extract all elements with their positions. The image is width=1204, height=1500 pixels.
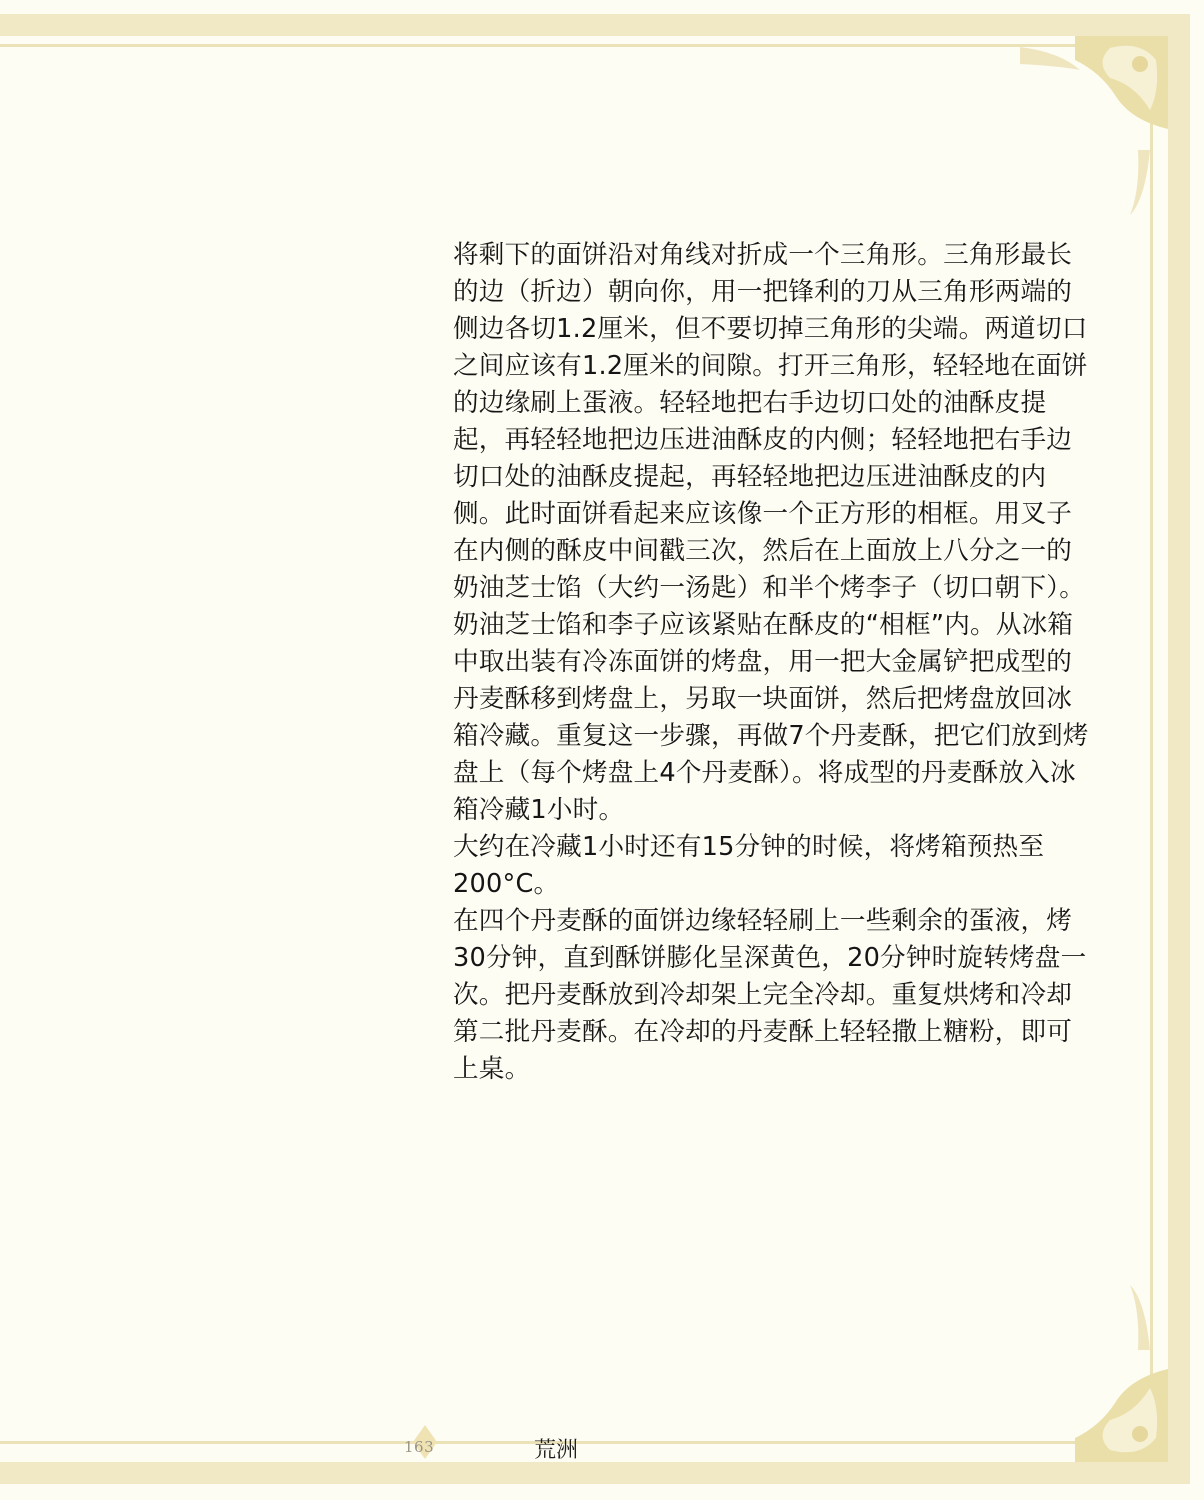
- frame-bottom-band: [0, 1462, 1190, 1484]
- paragraph-1: 将剩下的面饼沿对角线对折成一个三角形。三角形最长的边（折边）朝向你，用一把锋利的刀从三角形两端的侧边各切1.2厘米，但不要切掉三角形的尖端。两道切口之间应该有1.2厘米的间隙。打开三角形，轻轻地在面饼的边缘刷上蛋液。轻轻地把右手边切口处的油酥皮提起，再轻轻地把边压进油酥皮的内侧；轻轻地把右手边切口处的油酥皮提起，再轻轻地把边压进油酥皮的内侧。此时面饼看起来应该像一个正方形的相框。用叉子在内侧的酥皮中间戳三次，然后在上面放上八分之一的奶油芝士馅（大约一汤匙）和半个烤李子（切口朝下）。奶油芝士馅和李子应该紧贴在酥皮的“相框”内。从冰箱中取出装有冷冻面饼的烤盘，用一把大金属铲把成型的丹麦酥移到烤盘上，另取一块面饼，然后把烤盘放回冰箱冷藏。重复这一步骤，再做7个丹麦酥，把它们放到烤盘上（每个烤盘上4个丹麦酥）。将成型的丹麦酥放入冰箱冷藏1小时。: [453, 240, 1089, 825]
- frame-top-band: [0, 14, 1170, 36]
- running-footer-title: 荒洲: [534, 1438, 579, 1463]
- paragraph-2: 大约在冷藏1小时还有15分钟的时候，将烤箱预热至200°C。: [453, 832, 1045, 899]
- corner-ornament-top-right: [1020, 36, 1168, 215]
- frame-right-line: [1150, 44, 1153, 1444]
- corner-ornament-bottom-right: [1075, 1285, 1168, 1462]
- page-number: 163: [404, 1438, 435, 1456]
- frame-right-band: [1168, 14, 1190, 1484]
- recipe-body-text: [453, 237, 1093, 1088]
- paragraph-3: 在四个丹麦酥的面饼边缘轻轻刷上一些剩余的蛋液，烤30分钟，直到酥饼膨化呈深黄色，20分钟时旋转烤盘一次。把丹麦酥放到冷却架上完全冷却。重复烘烤和冷却第二批丹麦酥。在冷却的丹麦酥上轻轻撒上糖粉，即可上桌。: [453, 906, 1087, 1084]
- frame-top-line: [0, 44, 1150, 47]
